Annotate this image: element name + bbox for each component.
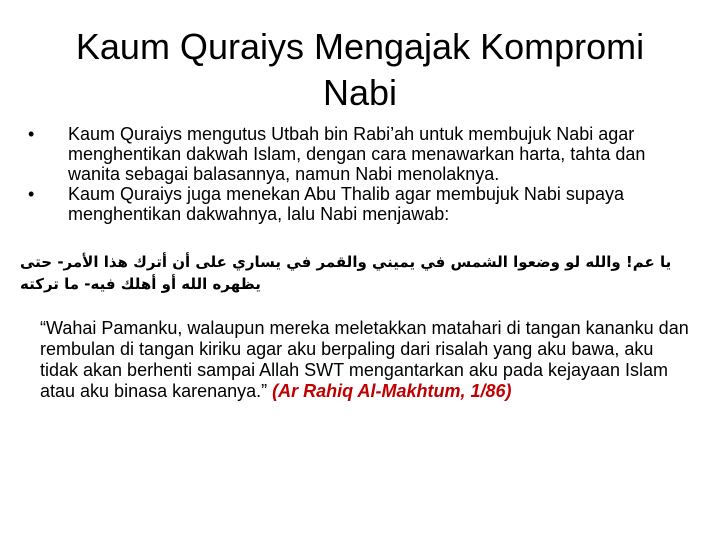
quote-source: (Ar Rahiq Al-Makhtum, 1/86): [272, 381, 512, 401]
bullet-item: • Kaum Quraiys mengutus Utbah bin Rabi’ah untuk membujuk Nabi agar menghentikan dakwah Islam, dengan cara menawarkan harta, tahta dan wanita sebagai balasannya, namun Nabi menolaknya.: [28, 124, 698, 184]
bullet-item: • Kaum Quraiys juga menekan Abu Thalib agar membujuk Nabi supaya menghentikan dakwahnya, lalu Nabi menjawab:: [28, 184, 698, 224]
slide-title: Kaum Quraiys Mengajak Kompromi Nabi: [75, 26, 645, 113]
quote-text: “Wahai Pamanku, walaupun mereka meletakkan matahari di tangan kananku dan rembulan di tangan kiriku agar aku berpaling dari risalah yang aku bawa, aku tidak akan berhenti sampai Allah SWT mengantarkan aku pada kejayaan Islam atau aku binasa karenanya.”: [40, 318, 689, 401]
translation-quote: [40, 318, 690, 402]
bullet-list: [28, 124, 698, 224]
arabic-quote: يا عم! والله لو وضعوا الشمس في يميني والقمر في يساري على أن أترك هذا الأمر- حتى يظهره الله أو أهلك فيه- ما تركته: [20, 253, 672, 293]
